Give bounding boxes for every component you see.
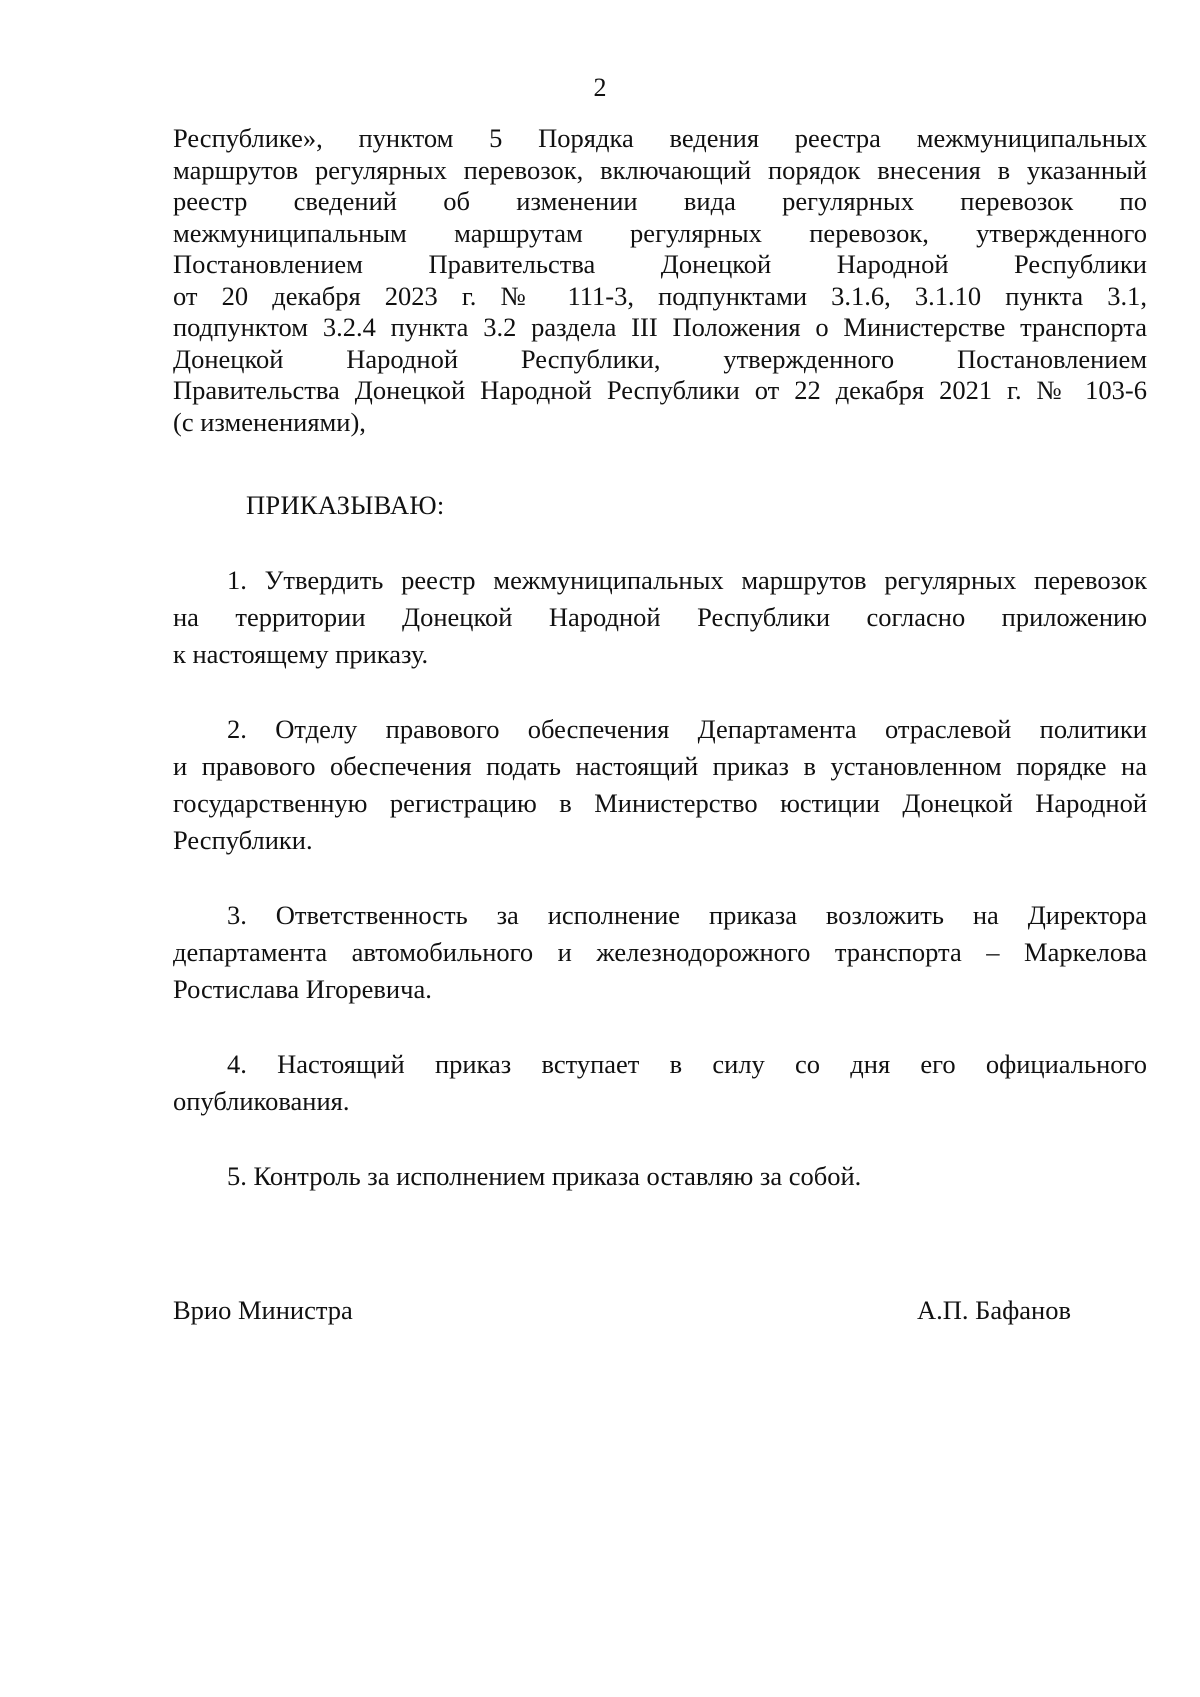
order-item-2	[173, 711, 1147, 859]
order-item-1	[173, 562, 1147, 673]
paragraph-line: Ростислава Игоревича.	[173, 974, 432, 1004]
preamble-line: маршрутов регулярных перевозок, включающий порядок внесения в указанный	[173, 154, 1147, 185]
page-number: 2	[593, 73, 607, 102]
paragraph-line: государственную регистрацию в Министерство юстиции Донецкой Народной	[173, 788, 1147, 818]
preamble-line: от 20 декабря 2023 г. № 111-3, подпунктами 3.1.6, 3.1.10 пункта 3.1,	[173, 280, 1147, 311]
paragraph-line: Республики.	[173, 825, 313, 855]
preamble-line: межмуниципальным маршрутам регулярных перевозок, утвержденного	[173, 217, 1147, 248]
paragraph-line: 4. Настоящий приказ вступает в силу со дня его официального	[227, 1049, 1147, 1079]
preamble-line: реестр сведений об изменении вида регулярных перевозок по	[173, 186, 1147, 216]
paragraph-line: 1. Утвердить реестр межмуниципальных маршрутов регулярных перевозок	[227, 565, 1147, 595]
paragraph-line: на территории Донецкой Народной Республики согласно приложению	[173, 602, 1147, 632]
preamble-line: (с изменениями),	[173, 406, 366, 437]
order-heading: ПРИКАЗЫВАЮ:	[246, 490, 445, 520]
paragraph-line: к настоящему приказу.	[173, 639, 429, 669]
preamble-line: Донецкой Народной Республики, утвержденного Постановлением	[173, 343, 1147, 374]
order-item-3	[173, 897, 1147, 1008]
paragraph-line: 2. Отделу правового обеспечения Департамента отраслевой политики	[227, 714, 1147, 744]
preamble-line: Республике», пунктом 5 Порядка ведения реестра межмуниципальных	[173, 123, 1147, 153]
order-item-4	[173, 1046, 1147, 1120]
preamble-line: Правительства Донецкой Народной Республики от 22 декабря 2021 г. № 103-6	[173, 375, 1147, 405]
preamble	[173, 123, 1147, 438]
paragraph-line: опубликования.	[173, 1086, 350, 1116]
preamble-line: подпунктом 3.2.4 пункта 3.2 раздела III Положения о Министерстве транспорта	[173, 312, 1147, 342]
paragraph-line: департамента автомобильного и железнодорожного транспорта – Маркелова	[173, 937, 1147, 967]
paragraph-line: и правового обеспечения подать настоящий приказ в установленном порядке на	[173, 751, 1147, 781]
signatory-title: Врио Министра	[173, 1295, 353, 1325]
order-item-5	[173, 1158, 1147, 1195]
signatory-name: А.П. Бафанов	[917, 1295, 1072, 1325]
paragraph-line: 5. Контроль за исполнением приказа оставляю за собой.	[227, 1161, 862, 1191]
paragraph-line: 3. Ответственность за исполнение приказа возложить на Директора	[227, 900, 1147, 930]
preamble-line: Постановлением Правительства Донецкой Народной Республики	[173, 249, 1147, 279]
